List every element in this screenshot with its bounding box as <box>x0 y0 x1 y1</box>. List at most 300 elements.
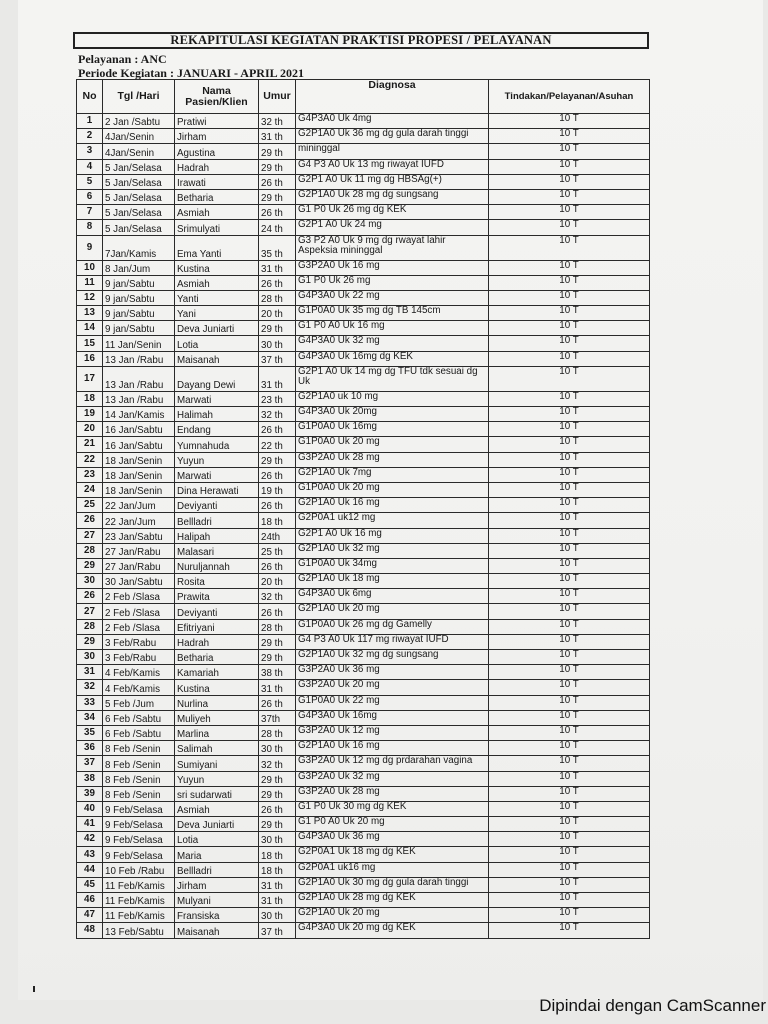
date-cell: 9 jan/Sabtu <box>103 306 175 321</box>
table-row <box>77 189 650 204</box>
no-cell: 17 <box>77 366 103 391</box>
date-cell: 9 Feb/Selasa <box>103 832 175 847</box>
age-cell: 31 th <box>259 893 296 908</box>
date-cell: 14 Jan/Kamis <box>103 407 175 422</box>
age-cell: 26 th <box>259 695 296 710</box>
action-cell: 10 T <box>489 498 650 513</box>
action-cell: 10 T <box>489 877 650 892</box>
name-cell: sri sudarwati <box>175 786 259 801</box>
action-cell: 10 T <box>489 710 650 725</box>
age-cell: 18 th <box>259 862 296 877</box>
diagnosis-cell: G3P2A0 Uk 32 mg <box>296 771 489 786</box>
date-cell: 5 Feb /Jum <box>103 695 175 710</box>
age-cell: 26 th <box>259 558 296 573</box>
date-cell: 4 Feb/Kamis <box>103 665 175 680</box>
age-cell: 24th <box>259 528 296 543</box>
diagnosis-cell: G2P1A0 uk 10 mg <box>296 391 489 406</box>
no-cell: 42 <box>77 832 103 847</box>
diagnosis-cell: G2P1A0 Uk 16 mg <box>296 498 489 513</box>
action-cell: 10 T <box>489 467 650 482</box>
table-row <box>77 543 650 558</box>
no-cell: 34 <box>77 710 103 725</box>
age-cell: 31 th <box>259 366 296 391</box>
no-cell: 13 <box>77 306 103 321</box>
age-cell: 30 th <box>259 832 296 847</box>
table-row <box>77 114 650 129</box>
diagnosis-cell: G4P3A0 Uk 6mg <box>296 589 489 604</box>
diagnosis-cell: G3P2A0 Uk 12 mg <box>296 725 489 740</box>
table-row <box>77 422 650 437</box>
age-cell: 29 th <box>259 771 296 786</box>
date-cell: 18 Jan/Senin <box>103 467 175 482</box>
action-cell: 10 T <box>489 422 650 437</box>
header-nama: Nama Pasien/Klien <box>175 80 259 114</box>
no-cell: 8 <box>77 220 103 235</box>
action-cell: 10 T <box>489 558 650 573</box>
name-cell: Maisanah <box>175 351 259 366</box>
table-row <box>77 366 650 391</box>
date-cell: 11 Feb/Kamis <box>103 877 175 892</box>
no-cell: 33 <box>77 695 103 710</box>
diagnosis-cell: G1P0A0 Uk 26 mg dg Gamelly <box>296 619 489 634</box>
no-cell: 47 <box>77 908 103 923</box>
age-cell: 19 th <box>259 482 296 497</box>
table-row <box>77 129 650 144</box>
action-cell: 10 T <box>489 290 650 305</box>
date-cell: 9 Feb/Selasa <box>103 801 175 816</box>
age-cell: 37 th <box>259 923 296 938</box>
age-cell: 22 th <box>259 437 296 452</box>
age-cell: 29 th <box>259 144 296 159</box>
diagnosis-cell: G1P0A0 Uk 34mg <box>296 558 489 573</box>
no-cell: 4 <box>77 159 103 174</box>
no-cell: 40 <box>77 801 103 816</box>
name-cell: Betharia <box>175 189 259 204</box>
age-cell: 30 th <box>259 336 296 351</box>
table-row <box>77 710 650 725</box>
action-cell: 10 T <box>489 665 650 680</box>
date-cell: 5 Jan/Selasa <box>103 205 175 220</box>
name-cell: Asmiah <box>175 205 259 220</box>
no-cell: 7 <box>77 205 103 220</box>
recap-table <box>76 79 650 939</box>
age-cell: 31 th <box>259 129 296 144</box>
action-cell: 10 T <box>489 695 650 710</box>
date-cell: 10 Feb /Rabu <box>103 862 175 877</box>
table-row <box>77 817 650 832</box>
action-cell: 10 T <box>489 452 650 467</box>
diagnosis-cell: G3P2A0 Uk 16 mg <box>296 260 489 275</box>
diagnosis-cell: G3P2A0 Uk 12 mg dg prdarahan vagina <box>296 756 489 771</box>
diagnosis-cell: G3P2A0 Uk 20 mg <box>296 680 489 695</box>
diagnosis-cell: G4P3A0 Uk 22 mg <box>296 290 489 305</box>
table-row <box>77 482 650 497</box>
diagnosis-cell: G2P1A0 Uk 7mg <box>296 467 489 482</box>
diagnosis-cell: G2P1A0 Uk 28 mg dg sungsang <box>296 189 489 204</box>
age-cell: 26 th <box>259 467 296 482</box>
header-tindakan: Tindakan/Pelayanan/Asuhan <box>489 80 650 114</box>
no-cell: 32 <box>77 680 103 695</box>
table-row <box>77 407 650 422</box>
no-cell: 20 <box>77 422 103 437</box>
action-cell: 10 T <box>489 893 650 908</box>
table-row <box>77 786 650 801</box>
table-row <box>77 235 650 260</box>
no-cell: 18 <box>77 391 103 406</box>
date-cell: 5 Jan/Selasa <box>103 159 175 174</box>
date-cell: 13 Jan /Rabu <box>103 351 175 366</box>
age-cell: 29 th <box>259 786 296 801</box>
action-cell: 10 T <box>489 144 650 159</box>
diagnosis-cell: G2P1A0 Uk 18 mg <box>296 574 489 589</box>
diagnosis-cell: G4P3A0 Uk 4mg <box>296 114 489 129</box>
diagnosis-cell: G2P1A0 Uk 20 mg <box>296 908 489 923</box>
action-cell: 10 T <box>489 275 650 290</box>
no-cell: 14 <box>77 321 103 336</box>
diagnosis-cell: mininggal <box>296 144 489 159</box>
age-cell: 26 th <box>259 498 296 513</box>
diagnosis-cell: G2P1 A0 Uk 14 mg dg TFU tdk sesuai dg Uk <box>296 366 489 391</box>
age-cell: 28 th <box>259 725 296 740</box>
date-cell: 6 Feb /Sabtu <box>103 710 175 725</box>
periode-line: Periode Kegiatan : JANUARI - APRIL 2021 <box>78 66 304 80</box>
pelayanan-line: Pelayanan : ANC <box>78 52 167 66</box>
diagnosis-cell: G2P0A1 uk12 mg <box>296 513 489 528</box>
table-row <box>77 321 650 336</box>
action-cell: 10 T <box>489 619 650 634</box>
action-cell: 10 T <box>489 114 650 129</box>
date-cell: 4Jan/Senin <box>103 129 175 144</box>
action-cell: 10 T <box>489 513 650 528</box>
diagnosis-cell: G1 P0 Uk 26 mg dg KEK <box>296 205 489 220</box>
table-row <box>77 680 650 695</box>
no-cell: 23 <box>77 467 103 482</box>
header-tgl: Tgl /Hari <box>103 80 175 114</box>
diagnosis-cell: G2P1 A0 Uk 11 mg dg HBSAg(+) <box>296 174 489 189</box>
name-cell: Yuyun <box>175 452 259 467</box>
name-cell: Salimah <box>175 741 259 756</box>
table-row <box>77 391 650 406</box>
action-cell: 10 T <box>489 771 650 786</box>
action-cell: 10 T <box>489 604 650 619</box>
table-row <box>77 144 650 159</box>
age-cell: 26 th <box>259 275 296 290</box>
name-cell: Asmiah <box>175 275 259 290</box>
action-cell: 10 T <box>489 908 650 923</box>
action-cell: 10 T <box>489 235 650 260</box>
date-cell: 9 jan/Sabtu <box>103 321 175 336</box>
action-cell: 10 T <box>489 725 650 740</box>
no-cell: 3 <box>77 144 103 159</box>
diagnosis-cell: G4P3A0 Uk 16mg dg KEK <box>296 351 489 366</box>
date-cell: 27 Jan/Rabu <box>103 558 175 573</box>
diagnosis-cell: G1P0A0 Uk 22 mg <box>296 695 489 710</box>
table-row <box>77 604 650 619</box>
action-cell: 10 T <box>489 817 650 832</box>
name-cell: Yumnahuda <box>175 437 259 452</box>
age-cell: 28 th <box>259 290 296 305</box>
date-cell: 18 Jan/Senin <box>103 482 175 497</box>
date-cell: 2 Feb /Slasa <box>103 589 175 604</box>
name-cell: Malasari <box>175 543 259 558</box>
diagnosis-cell: G2P1A0 Uk 28 mg dg KEK <box>296 893 489 908</box>
no-cell: 6 <box>77 189 103 204</box>
no-cell: 28 <box>77 543 103 558</box>
diagnosis-cell: G4P3A0 Uk 20mg <box>296 407 489 422</box>
action-cell: 10 T <box>489 543 650 558</box>
age-cell: 32 th <box>259 407 296 422</box>
action-cell: 10 T <box>489 437 650 452</box>
table-row <box>77 893 650 908</box>
date-cell: 5 Jan/Selasa <box>103 189 175 204</box>
age-cell: 23 th <box>259 391 296 406</box>
age-cell: 29 th <box>259 650 296 665</box>
name-cell: Deva Juniarti <box>175 321 259 336</box>
action-cell: 10 T <box>489 321 650 336</box>
no-cell: 15 <box>77 336 103 351</box>
name-cell: Yani <box>175 306 259 321</box>
age-cell: 26 th <box>259 604 296 619</box>
name-cell: Sumiyani <box>175 756 259 771</box>
no-cell: 27 <box>77 528 103 543</box>
date-cell: 27 Jan/Rabu <box>103 543 175 558</box>
table-row <box>77 908 650 923</box>
diagnosis-cell: G4 P3 A0 Uk 13 mg riwayat IUFD <box>296 159 489 174</box>
date-cell: 11 Jan/Senin <box>103 336 175 351</box>
date-cell: 9 jan/Sabtu <box>103 290 175 305</box>
action-cell: 10 T <box>489 847 650 862</box>
table-row <box>77 832 650 847</box>
scanner-watermark: Dipindai dengan CamScanner <box>539 996 766 1015</box>
age-cell: 31 th <box>259 680 296 695</box>
date-cell: 2 Feb /Slasa <box>103 604 175 619</box>
name-cell: Ema Yanti <box>175 235 259 260</box>
diagnosis-cell: G2P1A0 Uk 16 mg <box>296 741 489 756</box>
name-cell: Efitriyani <box>175 619 259 634</box>
action-cell: 10 T <box>489 220 650 235</box>
age-cell: 18 th <box>259 847 296 862</box>
table-row <box>77 634 650 649</box>
diagnosis-cell: G2P1 A0 Uk 16 mg <box>296 528 489 543</box>
table-row <box>77 290 650 305</box>
date-cell: 9 jan/Sabtu <box>103 275 175 290</box>
name-cell: Marwati <box>175 391 259 406</box>
date-cell: 16 Jan/Sabtu <box>103 422 175 437</box>
action-cell: 10 T <box>489 589 650 604</box>
age-cell: 29 th <box>259 189 296 204</box>
action-cell: 10 T <box>489 862 650 877</box>
action-cell: 10 T <box>489 741 650 756</box>
name-cell: Agustina <box>175 144 259 159</box>
no-cell: 30 <box>77 650 103 665</box>
table-row <box>77 498 650 513</box>
action-cell: 10 T <box>489 923 650 938</box>
diagnosis-cell: G1P0A0 Uk 20 mg <box>296 482 489 497</box>
name-cell: Nuruljannah <box>175 558 259 573</box>
diagnosis-cell: G2P1A0 Uk 32 mg dg sungsang <box>296 650 489 665</box>
date-cell: 23 Jan/Sabtu <box>103 528 175 543</box>
date-cell: 8 Feb /Senin <box>103 756 175 771</box>
action-cell: 10 T <box>489 189 650 204</box>
age-cell: 29 th <box>259 634 296 649</box>
age-cell: 29 th <box>259 159 296 174</box>
name-cell: Marwati <box>175 467 259 482</box>
table-row <box>77 771 650 786</box>
date-cell: 13 Jan /Rabu <box>103 391 175 406</box>
age-cell: 35 th <box>259 235 296 260</box>
diagnosis-cell: G1 P0 Uk 30 mg dg KEK <box>296 801 489 816</box>
diagnosis-cell: G2P0A1 uk16 mg <box>296 862 489 877</box>
name-cell: Muliyeh <box>175 710 259 725</box>
diagnosis-cell: G2P1A0 Uk 20 mg <box>296 604 489 619</box>
action-cell: 10 T <box>489 407 650 422</box>
age-cell: 28 th <box>259 619 296 634</box>
diagnosis-cell: G4P3A0 Uk 16mg <box>296 710 489 725</box>
no-cell: 35 <box>77 725 103 740</box>
no-cell: 45 <box>77 877 103 892</box>
diagnosis-cell: G2P0A1 Uk 18 mg dg KEK <box>296 847 489 862</box>
age-cell: 29 th <box>259 817 296 832</box>
date-cell: 7Jan/Kamis <box>103 235 175 260</box>
no-cell: 24 <box>77 482 103 497</box>
no-cell: 16 <box>77 351 103 366</box>
no-cell: 10 <box>77 260 103 275</box>
name-cell: Lotia <box>175 832 259 847</box>
name-cell: Dayang Dewi <box>175 366 259 391</box>
action-cell: 10 T <box>489 650 650 665</box>
name-cell: Maisanah <box>175 923 259 938</box>
table-row <box>77 923 650 938</box>
action-cell: 10 T <box>489 756 650 771</box>
no-cell: 43 <box>77 847 103 862</box>
no-cell: 22 <box>77 452 103 467</box>
name-cell: Deva Juniarti <box>175 817 259 832</box>
diagnosis-cell: G1 P0 Uk 26 mg <box>296 275 489 290</box>
date-cell: 3 Feb/Rabu <box>103 634 175 649</box>
name-cell: Yuyun <box>175 771 259 786</box>
name-cell: Betharia <box>175 650 259 665</box>
table-body <box>77 114 650 939</box>
name-cell: Bellladri <box>175 513 259 528</box>
age-cell: 32 th <box>259 756 296 771</box>
name-cell: Kamariah <box>175 665 259 680</box>
action-cell: 10 T <box>489 159 650 174</box>
age-cell: 38 th <box>259 665 296 680</box>
action-cell: 10 T <box>489 832 650 847</box>
date-cell: 2 Jan /Sabtu <box>103 114 175 129</box>
name-cell: Fransiska <box>175 908 259 923</box>
name-cell: Maria <box>175 847 259 862</box>
table-header-row <box>77 80 650 114</box>
name-cell: Hadrah <box>175 634 259 649</box>
diagnosis-cell: G1P0A0 Uk 20 mg <box>296 437 489 452</box>
no-cell: 28 <box>77 619 103 634</box>
no-cell: 46 <box>77 893 103 908</box>
no-cell: 48 <box>77 923 103 938</box>
age-cell: 25 th <box>259 543 296 558</box>
table-row <box>77 205 650 220</box>
date-cell: 13 Jan /Rabu <box>103 366 175 391</box>
date-cell: 5 Jan/Selasa <box>103 174 175 189</box>
table-row <box>77 260 650 275</box>
table-row <box>77 159 650 174</box>
table-row <box>77 467 650 482</box>
name-cell: Dina Herawati <box>175 482 259 497</box>
action-cell: 10 T <box>489 680 650 695</box>
no-cell: 36 <box>77 741 103 756</box>
action-cell: 10 T <box>489 391 650 406</box>
no-cell: 30 <box>77 574 103 589</box>
name-cell: Marlina <box>175 725 259 740</box>
table-row <box>77 574 650 589</box>
table-row <box>77 513 650 528</box>
age-cell: 31 th <box>259 260 296 275</box>
age-cell: 26 th <box>259 801 296 816</box>
diagnosis-cell: G2P1A0 Uk 36 mg dg gula darah tinggi <box>296 129 489 144</box>
diagnosis-cell: G1 P0 A0 Uk 20 mg <box>296 817 489 832</box>
table-row <box>77 351 650 366</box>
action-cell: 10 T <box>489 786 650 801</box>
action-cell: 10 T <box>489 801 650 816</box>
diagnosis-cell: G4 P3 A0 Uk 117 mg riwayat IUFD <box>296 634 489 649</box>
no-cell: 31 <box>77 665 103 680</box>
diagnosis-cell: G3 P2 A0 Uk 9 mg dg rwayat lahir Aspeksia mininggal <box>296 235 489 260</box>
no-cell: 19 <box>77 407 103 422</box>
table-row <box>77 756 650 771</box>
name-cell: Kustina <box>175 680 259 695</box>
date-cell: 22 Jan/Jum <box>103 513 175 528</box>
date-cell: 5 Jan/Selasa <box>103 220 175 235</box>
date-cell: 9 Feb/Selasa <box>103 817 175 832</box>
no-cell: 2 <box>77 129 103 144</box>
name-cell: Kustina <box>175 260 259 275</box>
no-cell: 38 <box>77 771 103 786</box>
name-cell: Irawati <box>175 174 259 189</box>
table-row <box>77 877 650 892</box>
date-cell: 4Jan/Senin <box>103 144 175 159</box>
action-cell: 10 T <box>489 174 650 189</box>
date-cell: 8 Feb /Senin <box>103 771 175 786</box>
age-cell: 37 th <box>259 351 296 366</box>
name-cell: Pratiwi <box>175 114 259 129</box>
date-cell: 8 Feb /Senin <box>103 786 175 801</box>
action-cell: 10 T <box>489 306 650 321</box>
diagnosis-cell: G3P2A0 Uk 28 mg <box>296 452 489 467</box>
table-row <box>77 650 650 665</box>
date-cell: 6 Feb /Sabtu <box>103 725 175 740</box>
no-cell: 37 <box>77 756 103 771</box>
date-cell: 9 Feb/Selasa <box>103 847 175 862</box>
action-cell: 10 T <box>489 366 650 391</box>
date-cell: 4 Feb/Kamis <box>103 680 175 695</box>
no-cell: 25 <box>77 498 103 513</box>
diagnosis-cell: G4P3A0 Uk 20 mg dg KEK <box>296 923 489 938</box>
action-cell: 10 T <box>489 528 650 543</box>
table-row <box>77 558 650 573</box>
date-cell: 3 Feb/Rabu <box>103 650 175 665</box>
action-cell: 10 T <box>489 482 650 497</box>
name-cell: Asmiah <box>175 801 259 816</box>
age-cell: 24 th <box>259 220 296 235</box>
table-row <box>77 452 650 467</box>
age-cell: 26 th <box>259 422 296 437</box>
name-cell: Mulyani <box>175 893 259 908</box>
header-diagnosa: Diagnosa <box>296 80 489 114</box>
age-cell: 30 th <box>259 908 296 923</box>
no-cell: 11 <box>77 275 103 290</box>
date-cell: 8 Jan/Jum <box>103 260 175 275</box>
name-cell: Yanti <box>175 290 259 305</box>
